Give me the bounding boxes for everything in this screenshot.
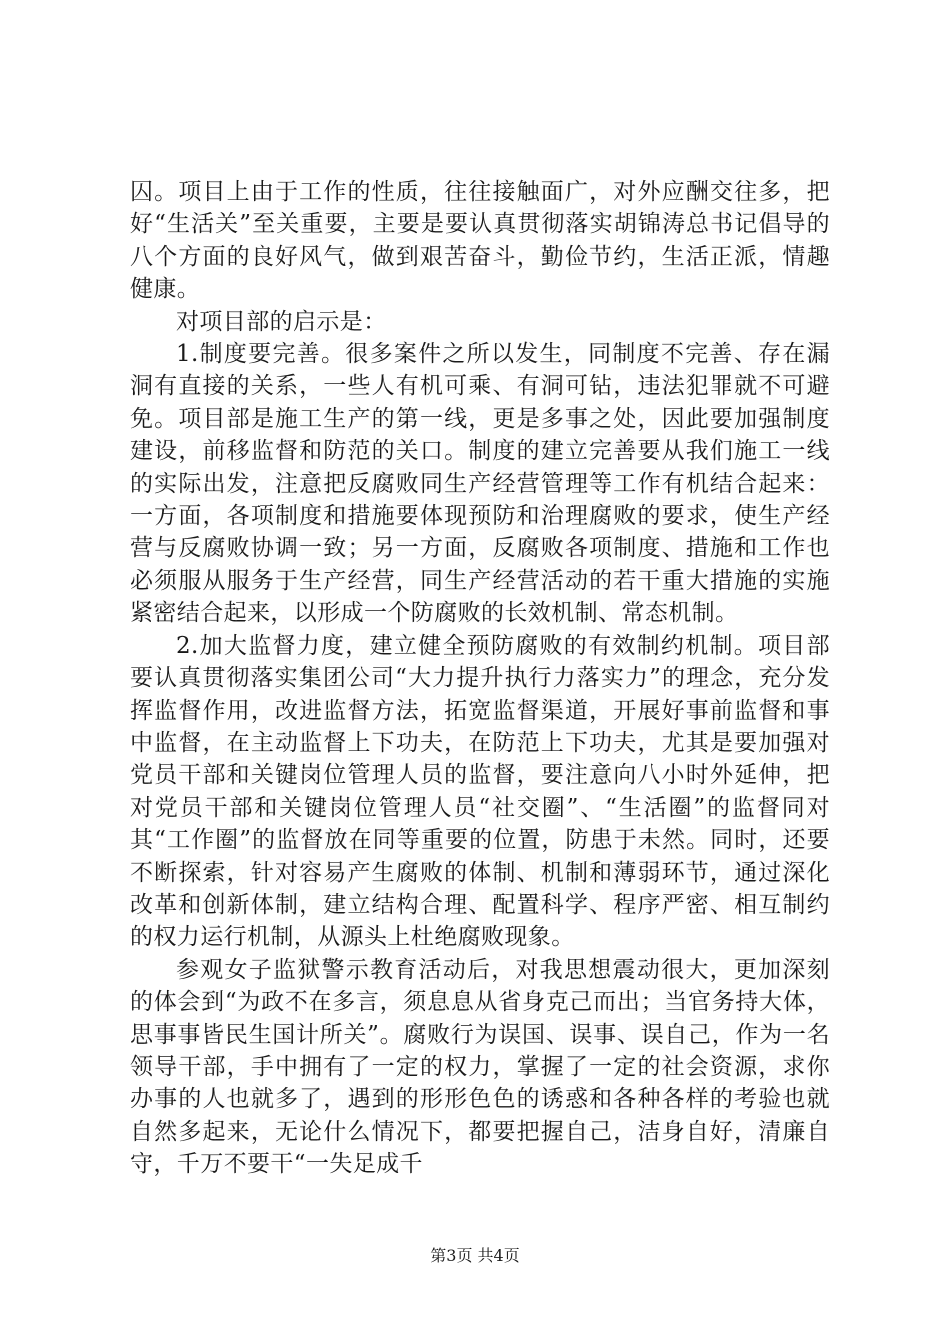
paragraph-point-2: 2.加大监督力度，建立健全预防腐败的有效制约机制。项目部要认真贯彻落实集团公司“大力提升执行力落实力”的理念，充分发挥监督作用，改进监督方法，拓宽监督渠道，开展好事前监督和事中监督，在主动监督上下功夫，在防范上下功夫，尤其是要加强对党员干部和关键岗位管理人员的监督，要注意向八小时外延伸，把对党员干部和关键岗位管理人员“社交圈”、“生活圈”的监督同对其“工作圈”的监督放在同等重要的位置，防患于未然。同时，还要不断探索，针对容易产生腐败的体制、机制和薄弱环节，通过深化改革和创新体制，建立结构合理、配置科学、程序严密、相互制约的权力运行机制，从源头上杜绝腐败现象。: [130, 632, 830, 951]
paragraph-point-1: 1.制度要完善。很多案件之所以发生，同制度不完善、存在漏洞有直接的关系，一些人有机可乘、有洞可钻，违法犯罪就不可避免。项目部是施工生产的第一线，更是多事之处，因此要加强制度建设，前移监督和防范的关口。制度的建立完善要从我们施工一线的实际出发，注意把反腐败同生产经营管理等工作有机结合起来：一方面，各项制度和措施要体现预防和治理腐败的要求，使生产经营与反腐败协调一致；另一方面，反腐败各项制度、措施和工作也必须服从服务于生产经营，同生产经营活动的若干重大措施的实施紧密结合起来，以形成一个防腐败的长效机制、常态机制。: [130, 341, 830, 627]
page-footer: [0, 1243, 950, 1266]
paragraph-lead-in: 对项目部的启示是：: [176, 308, 387, 335]
paragraph-reflection: 参观女子监狱警示教育活动后，对我思想震动很大，更加深刻的体会到“为政不在多言，须息息从省身克己而出；当官务持大体，思事事皆民生国计所关”。腐败行为误国、误事、误自己，作为一名领导干部，手中拥有了一定的权力，掌握了一定的社会资源，求你办事的人也就多了，遇到的形形色色的诱惑和各种各样的考验也就自然多起来，无论什么情况下，都要把握自己，洁身自好，清廉自守，千万不要干“一失足成千: [130, 956, 830, 1178]
paragraph-continuation: 囚。项目上由于工作的性质，往往接触面广，对外应酬交往多，把好“生活关”至关重要，主要是要认真贯彻落实胡锦涛总书记倡导的八个方面的良好风气，做到艰苦奋斗，勤俭节约，生活正派，情趣健康。: [130, 179, 830, 303]
page-number-label: 第3页 共4页: [430, 1246, 520, 1265]
document-body: [130, 176, 830, 1181]
